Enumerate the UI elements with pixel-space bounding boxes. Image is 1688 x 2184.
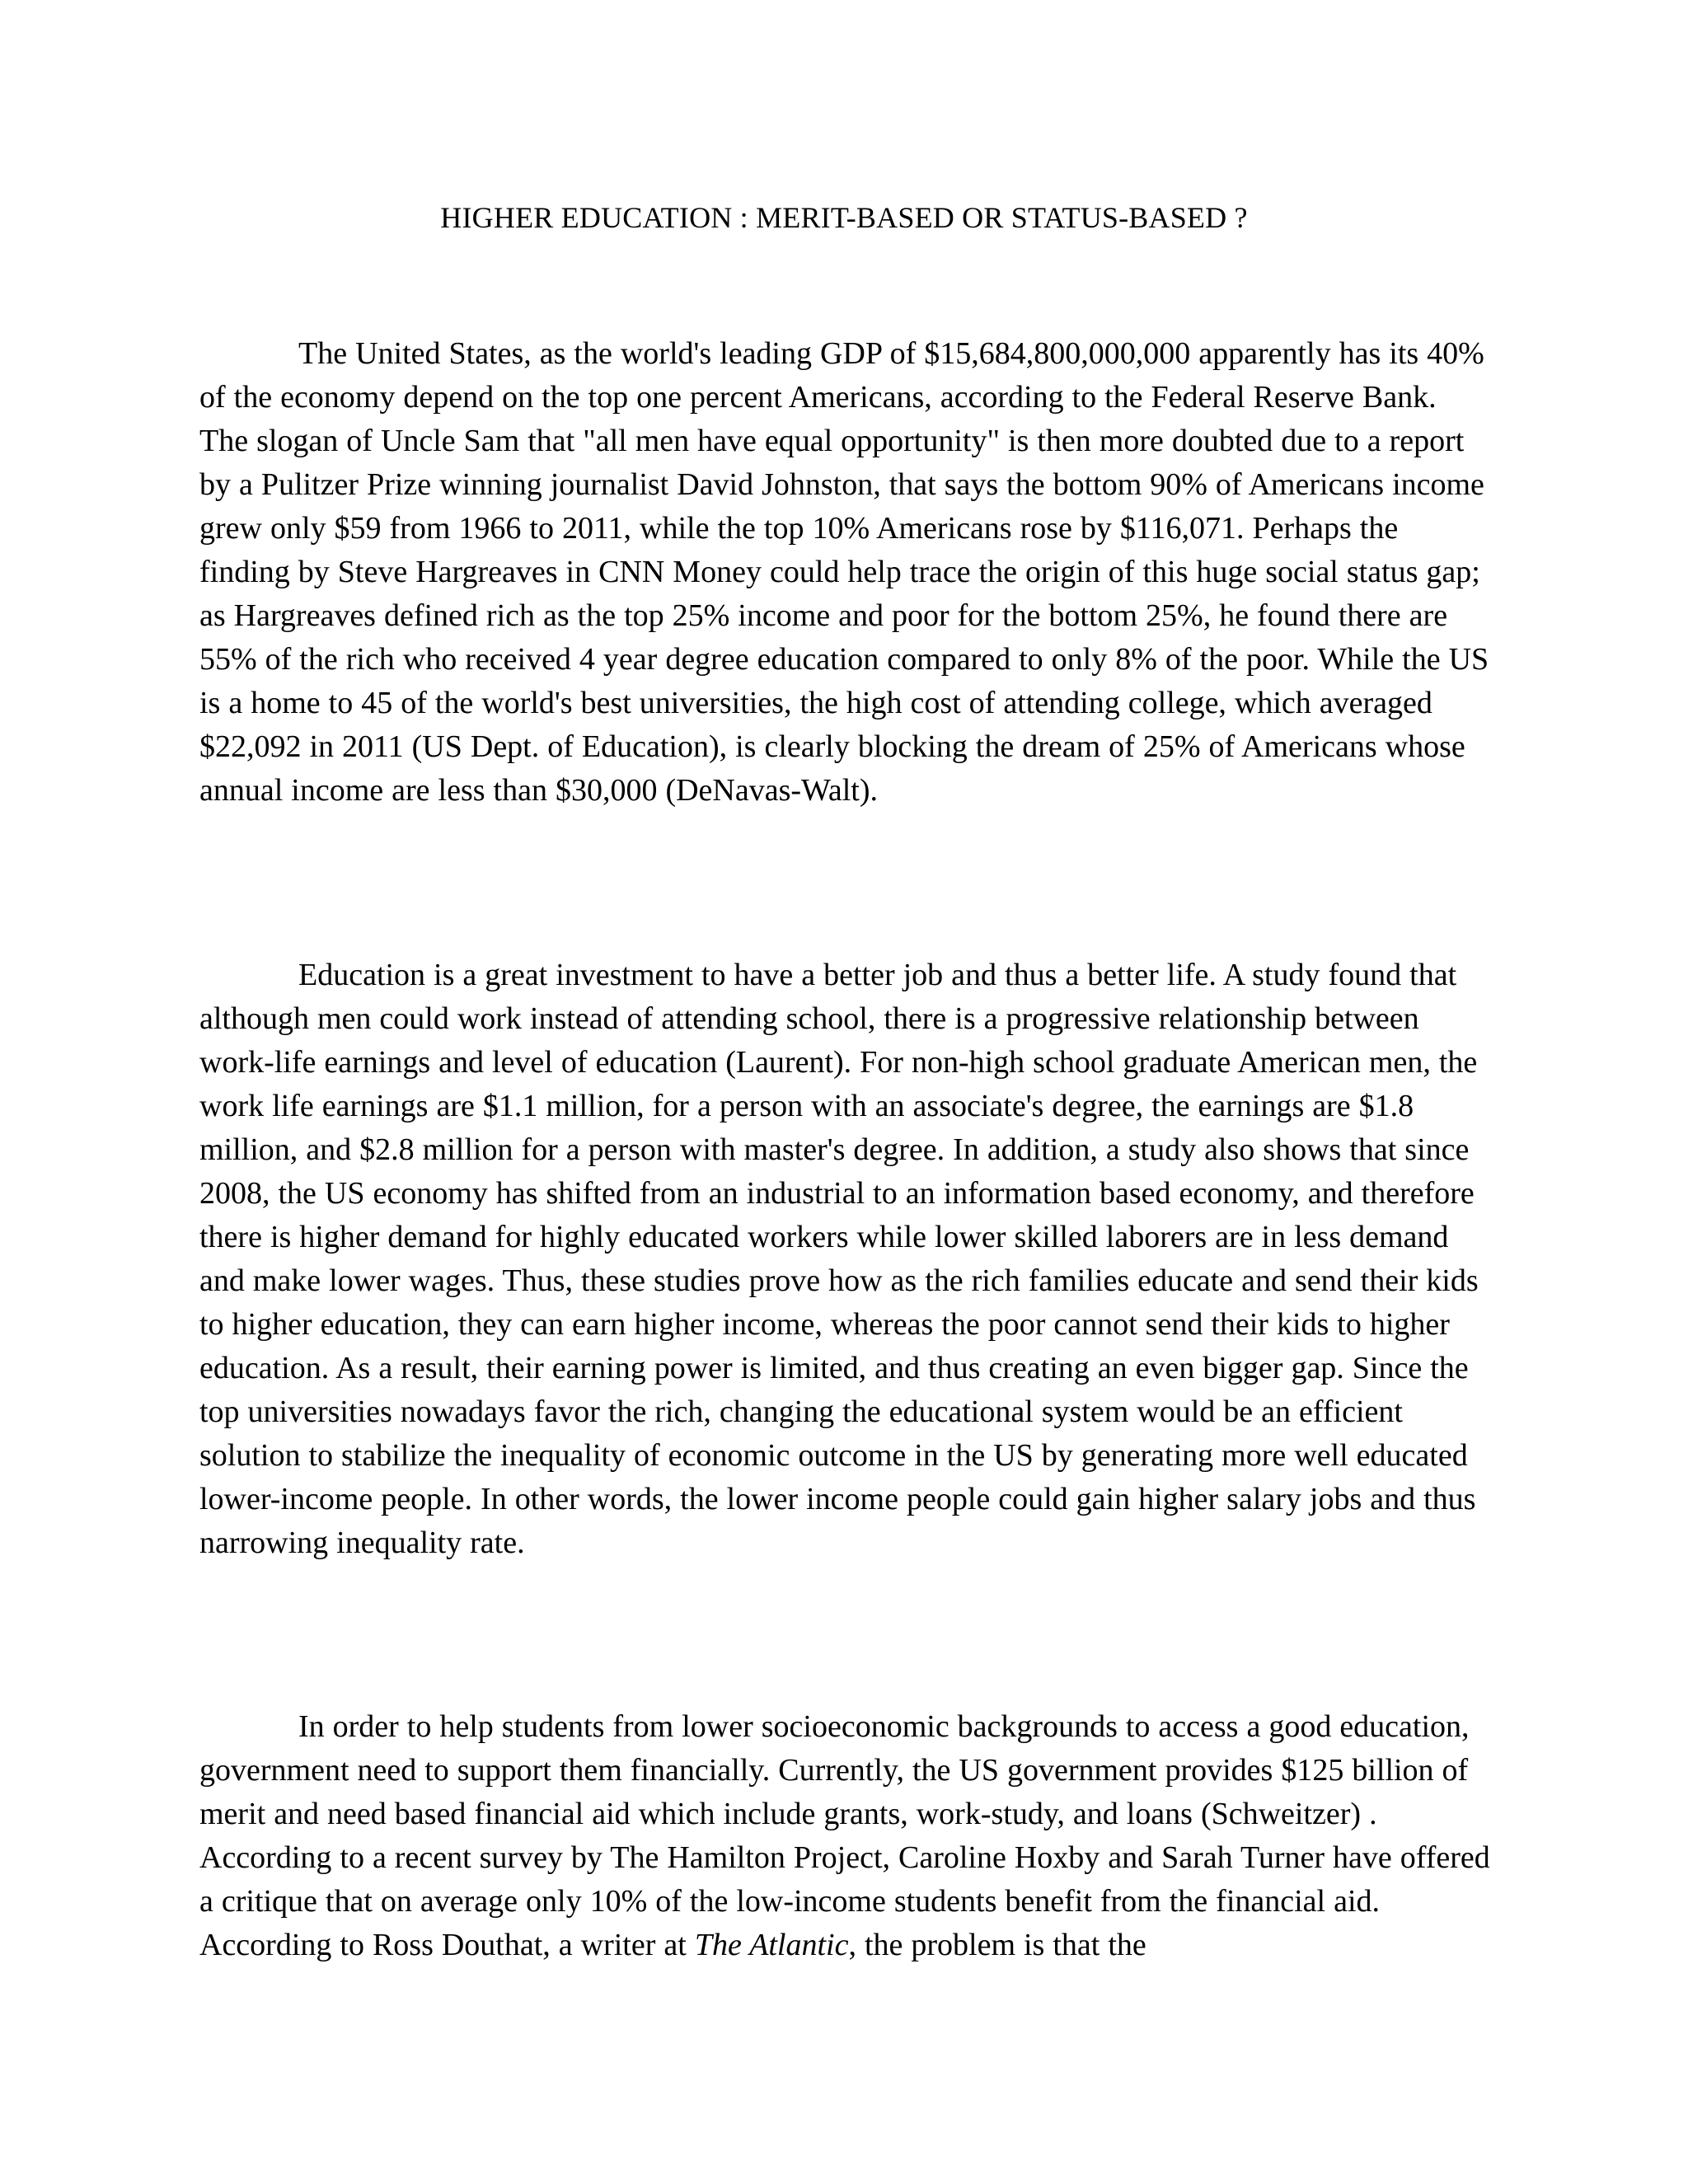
paragraph-3-text-end: , the problem is that the bbox=[848, 1928, 1146, 1962]
publication-name-italic: The Atlantic bbox=[694, 1928, 849, 1962]
document-title: HIGHER EDUCATION : MERIT-BASED OR STATUS-BASED ? bbox=[440, 201, 1248, 234]
paragraph-3 bbox=[199, 1705, 1490, 1967]
paragraph-2: Education is a great investment to have a better job and thus a better life. A study found that although men could work instead of attending school, there is a progressive relationship between work-life earnings and level of education (Laurent). For non-high school graduate American men, the work life earnings are $1.1 million, for a person with an associate's degree, the earnings are $1.8 million, and $2.8 million for a person with master's degree. In addition, a study also shows that since 2008, the US economy has shifted from an industrial to an information based economy, and therefore there is higher demand for highly educated workers while lower skilled laborers are in less demand and make lower wages. Thus, these studies prove how as the rich families educate and send their kids to higher education, they can earn higher income, whereas the poor cannot send their kids to higher education. As a result, their earning power is limited, and thus creating an even bigger gap. Since the top universities nowadays favor the rich, changing the educational system would be an efficient solution to stabilize the inequality of economic outcome in the US by generating more well educated lower-income people. In other words, the lower income people could gain higher salary jobs and thus narrowing inequality rate. bbox=[199, 958, 1479, 1560]
paragraph-3-text-start: In order to help students from lower socioeconomic backgrounds to access a good education, government need to support them financially. Currently, the US government provides $125 billion of merit and need based financial aid which include grants, work-study, and loans (Schweitzer) . According to a recent survey by The Hamilton Project, Caroline Hoxby and Sarah Turner have offered a critique that on average only 10% of the low-income students benefit from the financial aid. According to Ross Douthat, a writer at bbox=[199, 1709, 1490, 1962]
paragraph-1: The United States, as the world's leading GDP of $15,684,800,000,000 apparently has its 40% of the economy depend on the top one percent Americans, according to the Federal Reserve Bank. The slogan of Uncle Sam that "all men have equal opportunity" is then more doubted due to a report by a Pulitzer Prize winning journalist David Johnston, that says the bottom 90% of Americans income grew only $59 from 1966 to 2011, while the top 10% Americans rose by $116,071. Perhaps the finding by Steve Hargreaves in CNN Money could help trace the origin of this huge social status gap; as Hargreaves defined rich as the top 25% income and poor for the bottom 25%, he found there are 55% of the rich who received 4 year degree education compared to only 8% of the poor. While the US is a home to 45 of the world's best universities, the high cost of attending college, which averaged $22,092 in 2011 (US Dept. of Education), is clearly blocking the dream of 25% of Americans whose annual income are less than $30,000 (DeNavas-Walt). bbox=[199, 336, 1489, 808]
